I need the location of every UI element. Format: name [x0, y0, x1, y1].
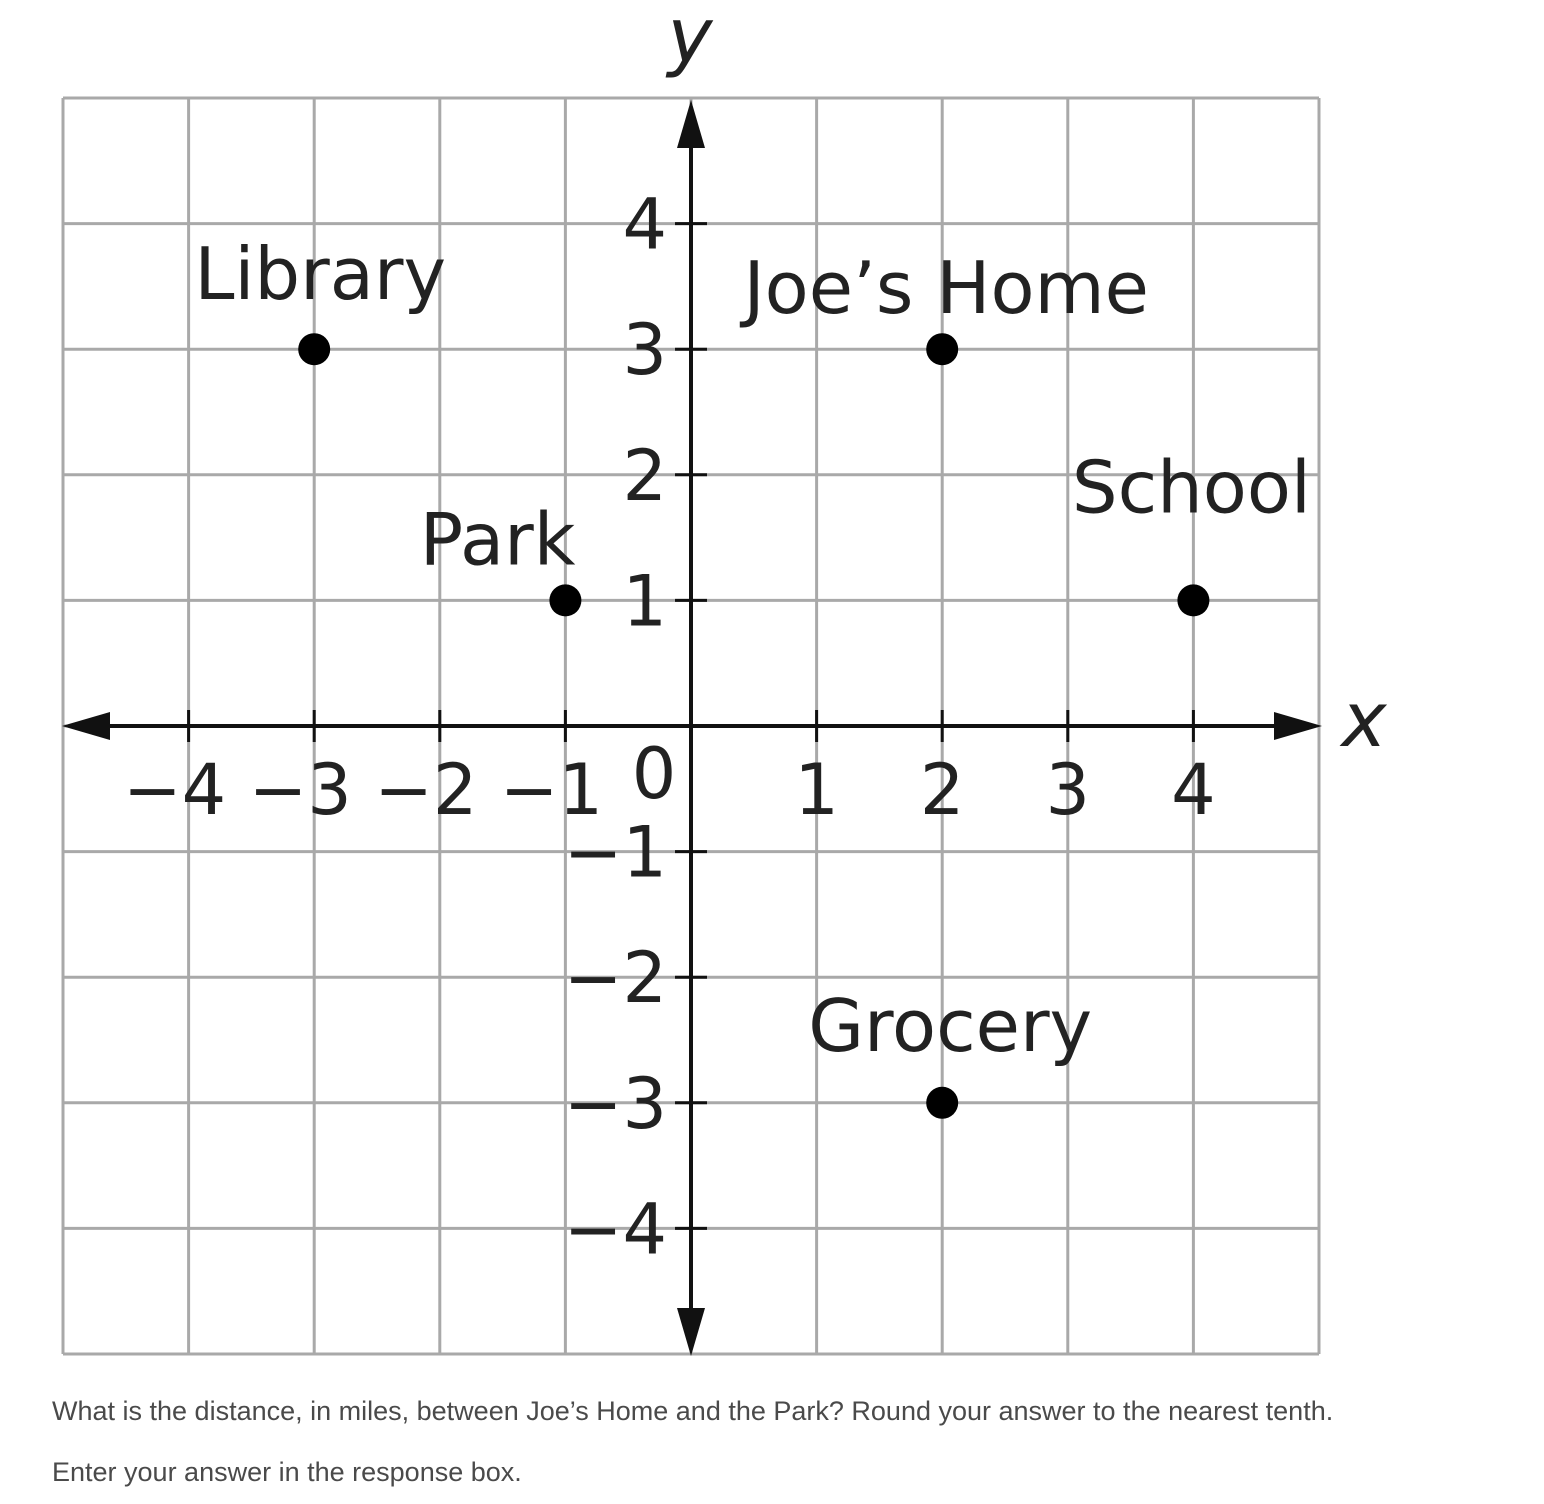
- y-axis-bottom-arrow: [677, 1308, 705, 1356]
- y-tick-label: −1: [563, 811, 667, 894]
- point-school: [1177, 584, 1209, 616]
- point-grocery: [926, 1087, 958, 1119]
- x-tick-label: −2: [374, 749, 478, 831]
- x-axis-right-arrow: [1274, 712, 1322, 740]
- x-axis-left-arrow: [62, 712, 110, 740]
- point-label-grocery: Grocery: [808, 983, 1093, 1068]
- y-tick-label: −4: [563, 1188, 667, 1271]
- origin-label: 0: [631, 733, 677, 815]
- x-tick-label: 1: [794, 749, 839, 831]
- point-label-library: Library: [194, 232, 447, 317]
- y-tick-label: 3: [622, 309, 667, 392]
- y-axis-top-arrow: [677, 100, 705, 148]
- x-tick-label: 3: [1045, 749, 1091, 831]
- y-tick-label: 4: [622, 183, 667, 266]
- x-axis-label: x: [1341, 675, 1387, 764]
- y-tick-label: −2: [563, 937, 667, 1020]
- x-tick-label: −4: [122, 749, 227, 831]
- x-tick-label: 2: [919, 749, 965, 831]
- question-instruction: Enter your answer in the response box.: [52, 1457, 522, 1487]
- y-tick-label: 2: [622, 434, 667, 517]
- point-park: [549, 584, 581, 616]
- y-tick-label: −3: [563, 1062, 667, 1145]
- question-prompt: What is the distance, in miles, between Joe’s Home and the Park? Round your answer to the nearest tenth.: [52, 1396, 1334, 1426]
- point-label-school: School: [1071, 445, 1311, 530]
- point-joe-s-home: [926, 333, 958, 365]
- y-tick-label: 1: [622, 560, 667, 643]
- y-axis-label: y: [667, 0, 713, 80]
- x-tick-label: 4: [1171, 749, 1216, 831]
- point-library: [298, 333, 330, 365]
- x-tick-label: −3: [248, 749, 352, 831]
- point-label-joe-s-home: Joe’s Home: [743, 246, 1149, 331]
- point-label-park: Park: [419, 497, 576, 582]
- x-tick-label: −1: [499, 749, 604, 831]
- plotted-points: [194, 232, 1311, 1119]
